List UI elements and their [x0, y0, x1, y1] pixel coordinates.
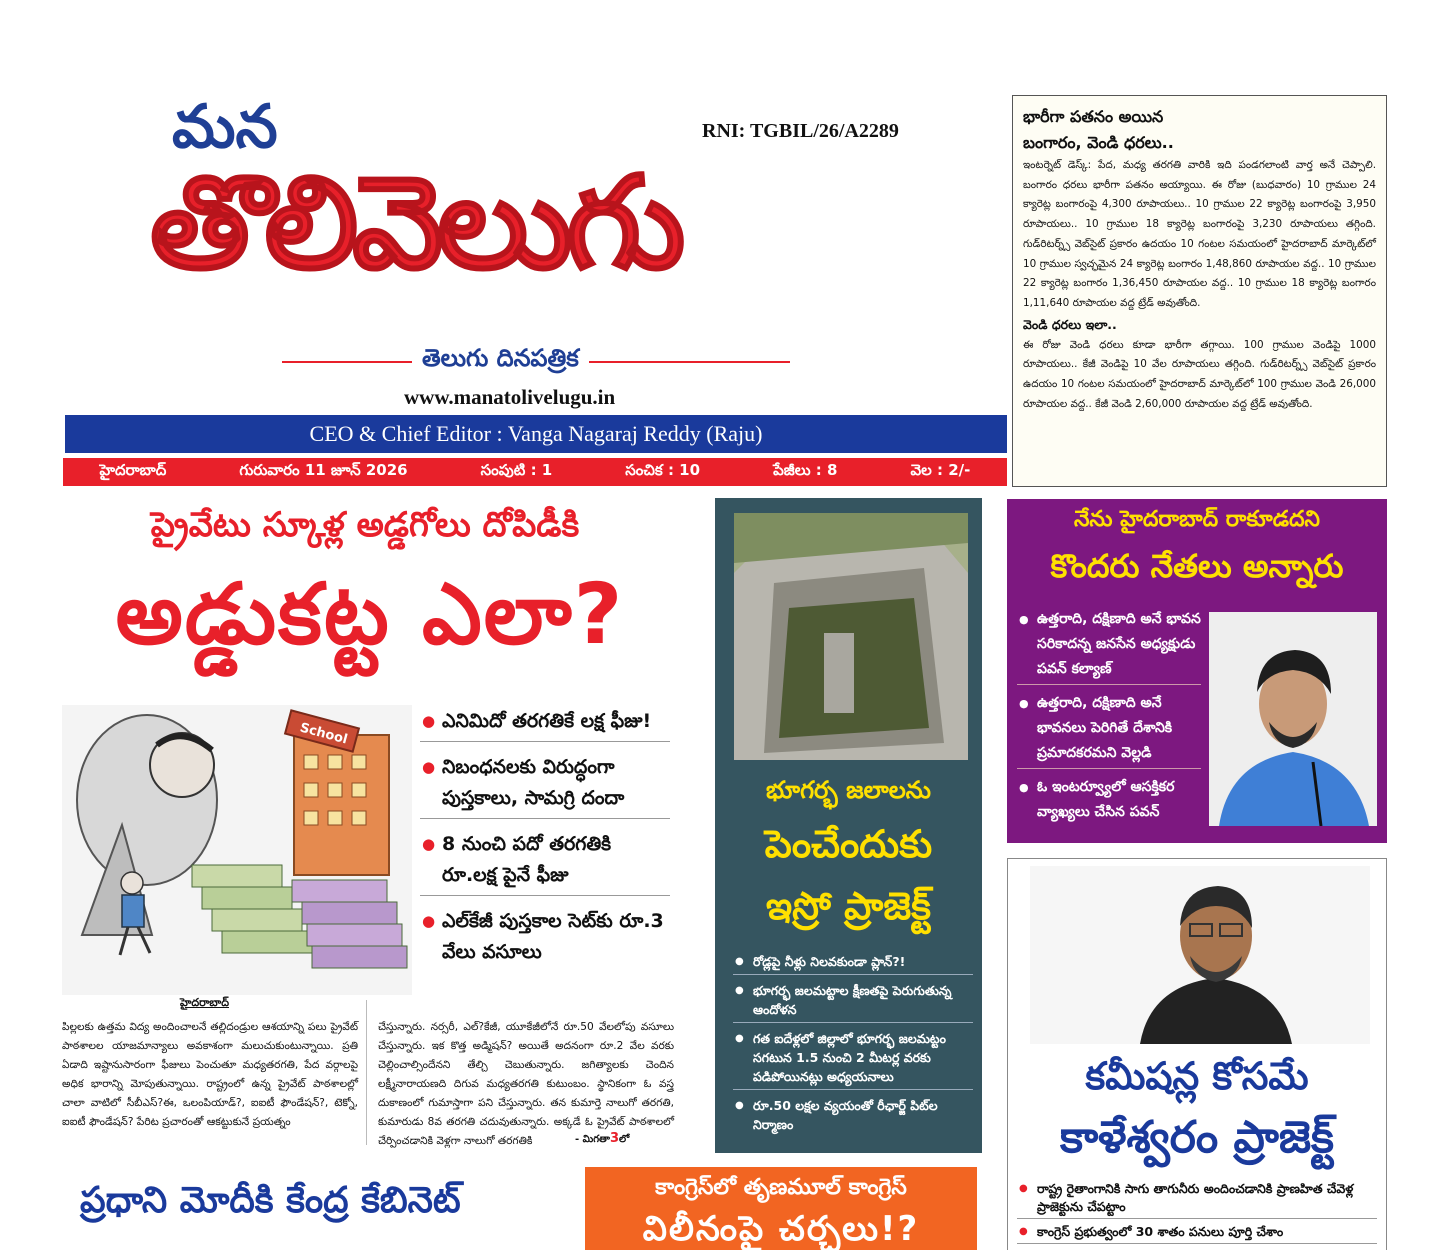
isro-headline-line2: ఇస్రో ప్రాజెక్ట్ — [766, 884, 931, 928]
pawan-bullet: ● ఉత్తరాది, దక్షిణాది అనే భావన సరికాదన్న జనసేన అధ్యక్షుడు పవన్ కల్యాణ్ — [1017, 607, 1201, 685]
lead-bullet: ● నిబంధనలకు విరుద్ధంగా పుస్తకాలు, సామగ్రి దందా — [420, 752, 670, 819]
continued-suffix: లో — [619, 1134, 630, 1145]
column-divider — [366, 1000, 367, 1145]
gold-title-line2: బంగారం, వెండి ధరలు.. — [1023, 133, 1174, 152]
congress-headline: విలీనంపై చర్చలు!? — [642, 1209, 920, 1249]
gold-body: ఇంటర్నెట్ డెస్క్: పేద, మధ్య తరగతి వారికి ఇది పండగలాంటి వార్త అనే చెప్పాలి. బంగారం ధరలు భారీగా పతనం అయ్యాయి. ఈ రోజు (బుధవారం) 10 గ్రాముల 24 క్యారెట్ల బంగారంపై 4,300 రూపాయలు.. 10 గ్రాముల 22 క్యారెట్ల బంగారంపై 3,950 రూపాయలు.. 10 గ్రాముల 18 క్యారెట్ల బంగారంపై 3,230 రూపాయలు తగ్గింది. గుడ్‌రిటర్న్స్ వెబ్‌సైట్ ప్రకారం ఉదయం 10 గంటల సమయంలో హైదరాబాద్ మార్కెట్‌లో 10 గ్రాముల స్వచ్ఛమైన 24 క్యారెట్ల బంగారం 1,48,860 రూపాయల వద్ద.. 10 గ్రాముల 22 క్యారెట్ల బంగారం 1,36,450 రూపాయల వద్ద.. 10 గ్రాముల 18 క్యారెట్ల బంగారం 1,11,640 రూపాయల వద్ద ట్రేడ్ అవుతోంది. — [1023, 159, 1376, 309]
pawan-portrait-photo — [1209, 612, 1377, 826]
gold-price-story[interactable] — [1012, 95, 1387, 487]
continued-page-number: 3 — [609, 1131, 620, 1146]
isro-headline-line1: పెంచేందుకు — [764, 822, 933, 866]
lead-kicker: ప్రైవేటు స్కూళ్ల అడ్డగోలు దోపిడీకి — [150, 505, 580, 545]
kaleshwaram-headline-line2: కాళేశ్వరం ప్రాజెక్ట్ — [1059, 1112, 1335, 1163]
congress-kicker: కాంగ్రెస్‌లో తృణమూల్ కాంగ్రెస్ — [655, 1175, 907, 1200]
lead-dateline: హైదరాబాద్ — [180, 996, 229, 1009]
kaleshwaram-bullet: ● కాంగ్రెస్ ప్రభుత్వంలో 30 శాతం పనులు పూర్తి చేశాం — [1017, 1223, 1377, 1244]
school-sign: School — [298, 720, 350, 748]
kaleshwaram-bullet: ● రాష్ట్ర రైతాంగానికి సాగు తాగునీరు అందించడానికి ప్రాణహిత చేవెళ్ల ప్రాజెక్టును చేపట్టాం — [1017, 1180, 1377, 1219]
dateline-pages: పేజీలు : 8 — [773, 461, 838, 479]
politician-portrait-photo — [1030, 866, 1370, 1044]
lead-bullet: ● ఎల్‌కేజీ పుస్తకాల సెట్‌కు రూ.3 వేలు వసూలు — [420, 906, 670, 972]
lead-body-column-2: చేస్తున్నారు. నర్సరీ, ఎల్?కేజీ, యూకేజీలోనే రూ.50 వేలలోపు వసూలు చేస్తున్నారు. ఇక కొత్త అడ్మిషన్? అయితే అదనంగా రూ.2 వేల వరకు చెల్లించాల్సిందేనని తేల్చి చెబుతున్నారు. జగిత్యాలకు చెందిన లక్ష్మీనారాయణది దిగువ మధ్యతరగతి కుటుంబం. స్థానికంగా ఓ వస్త్ర దుకాణంలో గుమాస్తాగా పని చేస్తున్నారు. తన కుమార్తె నాలుగో తరగతి, కుమారుడు 8వ తరగతి చదువుతున్నారు. అక్కడే ఓ ప్రైవేట్ పాఠశాలలో చేర్పించడానికి వెళ్లగా నాలుగో తరగతికి — [378, 1021, 674, 1147]
isro-bullet: ● రూ.50 లక్షల వ్యయంతో రీఛార్జ్ పిట్‌ల నిర్మాణం — [733, 1096, 973, 1137]
masthead-mana: మన — [172, 92, 278, 162]
isro-kicker: భూగర్భ జలాలను — [766, 776, 931, 804]
ceo-banner: CEO & Chief Editor : Vanga Nagaraj Reddy (Raju) — [65, 415, 1007, 453]
dateline-issue: సంచిక : 10 — [625, 461, 701, 479]
continued-on-page[interactable] — [575, 1131, 629, 1147]
pawan-kicker: నేను హైదరాబాద్ రాకూడదని — [1073, 507, 1320, 532]
pawan-bullet-list — [1017, 607, 1201, 833]
lead-headline[interactable]: అడ్డుకట్ట ఎలా? — [115, 565, 625, 663]
dateline-date: గురువారం 11 జూన్ 2026 — [239, 461, 408, 479]
dateline-city: హైదరాబాద్ — [99, 461, 167, 479]
newspaper-title: తొలివెలుగు — [150, 149, 680, 298]
continued-text: - మిగతా — [575, 1134, 610, 1145]
newspaper-tagline: తెలుగు దినపత్రిక — [412, 344, 589, 378]
silver-subhead: వెండి ధరలు ఇలా.. — [1023, 316, 1117, 332]
lead-bullet: ● ఎనిమిదో తరగతికే లక్ష ఫీజు! — [420, 706, 670, 742]
kaleshwaram-headline-line1: కమీషన్ల కోసమే — [1085, 1054, 1309, 1098]
website-link[interactable]: www.manatolivelugu.in — [404, 385, 616, 409]
isro-bullet-list — [733, 952, 973, 1143]
lead-bullet: ● 8 నుంచి పదో తరగతికి రూ.లక్ష పైనే ఫీజు — [420, 829, 670, 896]
isro-bullet: ● భూగర్భ జలమట్టాల క్షీణతపై పెరుగుతున్న ఆందోళన — [733, 981, 973, 1023]
silver-body: ఈ రోజు వెండి ధరలు కూడా భారీగా తగ్గాయి. 100 గ్రాముల వెండిపై 1000 రూపాయలు.. కేజీ వెండిపై 10 వేల రూపాయలు తగ్గింది. గుడ్‌రిటర్న్స్ వెబ్‌సైట్ ప్రకారం ఉదయం 10 గంటల సమయంలో హైదరాబాద్ మార్కెట్‌లో 100 గ్రాముల వెండి 26,000 రూపాయల వద్ద.. కేజీ వెండి 2,60,000 రూపాయల వద్ద ట్రేడ్ అవుతోంది. — [1023, 338, 1376, 410]
isro-bullet: ● గత ఐదేళ్లలో జిల్లాలో భూగర్భ జలమట్టం సగటున 1.5 నుంచి 2 మీటర్ల వరకు పడిపోయినట్లు అధ్యయనాలు — [733, 1029, 973, 1090]
dateline-price: వెల : 2/- — [910, 461, 971, 479]
dateline-volume: సంపుటి : 1 — [480, 461, 553, 479]
recharge-pit-photo — [734, 513, 968, 760]
kaleshwaram-bullet-list — [1017, 1180, 1377, 1248]
pawan-headline: కొందరు నేతలు అన్నారు — [1050, 547, 1344, 585]
modi-headline[interactable]: ప్రధాని మోదీకి కేంద్ర కేబినెట్ — [80, 1180, 461, 1221]
lead-bullet-list — [420, 706, 670, 982]
gold-title-line1: భారీగా పతనం అయిన — [1023, 107, 1164, 126]
school-fees-illustration — [62, 705, 412, 995]
pawan-bullet: ● ఉత్తరాది, దక్షిణాది అనే భావనలు పెరిగితే దేశానికి ప్రమాదకరమని వెల్లడి — [1017, 691, 1201, 769]
rni-number: RNI: TGBIL/26/A2289 — [702, 120, 899, 142]
pawan-bullet: ● ఓ ఇంటర్వ్యూలో ఆసక్తికర వ్యాఖ్యలు చేసిన పవన్ — [1017, 775, 1201, 827]
dateline-bar — [63, 458, 1007, 486]
congress-story[interactable] — [585, 1167, 977, 1250]
isro-bullet: ● రోడ్లపై నీళ్లు నిలవకుండా ప్లాన్?! — [733, 952, 973, 975]
lead-body-column-1: పిల్లలకు ఉత్తమ విద్య అందించాలనే తల్లిదండ్రుల ఆశయాన్ని పలు ప్రైవేట్ పాఠశాలల యాజమాన్యాలు అవకాశంగా మలుచుకుంటున్నాయి. ప్రతి ఏడాది ఇష్టానుసారంగా ఫీజులు పెంచుతూ మధ్యతరగతి, పేద వర్గాలపై అధిక భారాన్ని మోపుతున్నాయి. రాష్ట్రంలో ఉన్న ప్రైవేట్ పాఠశాలల్లో చాలా వాటిలో సీబీఎస్?ఈ, ఒలంపియాడ్?, ఐఐటీ ఫౌండేషన్?, టెక్నో, ఐఐటీ ఫౌండేషన్? పేరిట ప్రచారంతో ఆకట్టుకునే ప్రయత్నం — [62, 1021, 358, 1128]
